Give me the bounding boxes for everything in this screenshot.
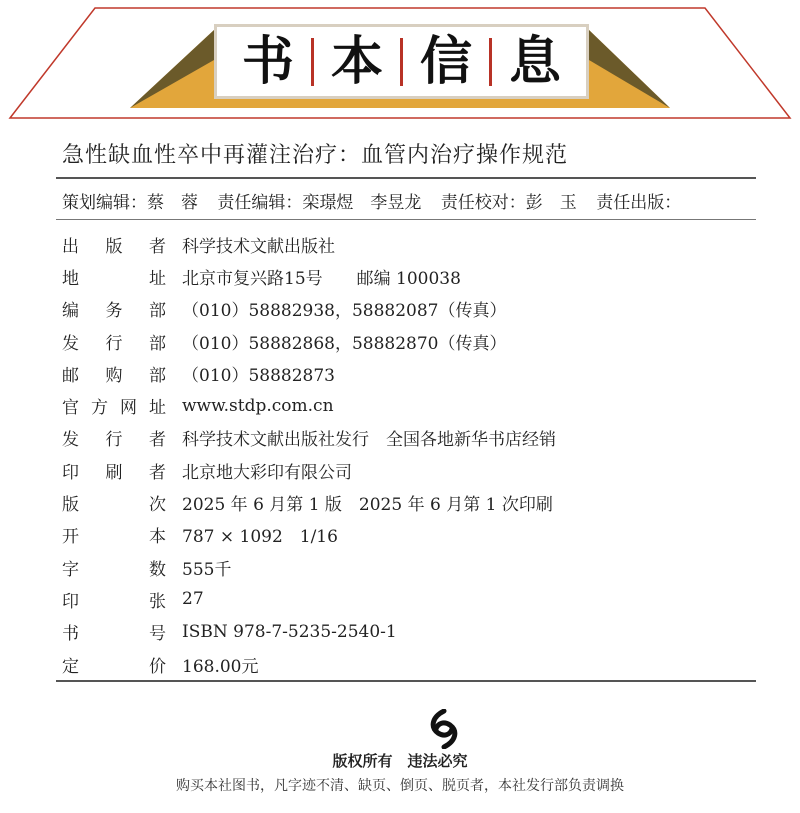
editors-divider [56, 219, 756, 220]
info-label: 版 次 [62, 495, 166, 516]
info-label: 编 务 部 [62, 301, 166, 322]
info-label: 印 刷 者 [62, 462, 166, 483]
info-row [62, 583, 752, 615]
info-row [62, 228, 752, 260]
info-label: 书 号 [62, 624, 166, 645]
info-value: （010）58882868，58882870（传真） [182, 333, 507, 354]
info-value: 北京地大彩印有限公司 [182, 462, 352, 483]
info-value: 2025 年 6 月第 1 版 2025 年 6 月第 1 次印刷 [182, 495, 553, 516]
info-value: （010）58882873 [182, 365, 335, 386]
info-value: www.stdp.com.cn [182, 395, 334, 416]
info-row [62, 260, 752, 292]
publisher-logo-icon [424, 709, 464, 749]
info-row [62, 454, 752, 486]
editors-line [62, 188, 695, 213]
info-value: 科学技术文献出版社 [182, 236, 335, 257]
info-value: （010）58882938，58882087（传真） [182, 301, 507, 322]
info-value: 787 × 1092 1/16 [182, 527, 338, 548]
info-label: 定 价 [62, 656, 166, 677]
publishing-responsible: 责任出版： [596, 193, 682, 213]
info-row [62, 551, 752, 583]
info-row [62, 325, 752, 357]
info-row [62, 293, 752, 325]
header-char-4: 息 [508, 31, 561, 92]
header-char-1: 书 [241, 31, 294, 92]
info-value: 555千 [182, 559, 232, 580]
info-label: 印 张 [62, 591, 166, 612]
info-value: 北京市复兴路15号 邮编 100038 [182, 268, 461, 289]
info-row [62, 357, 752, 389]
info-label: 出 版 者 [62, 236, 166, 257]
info-row [62, 422, 752, 454]
proofreader: 责任校对：彭 玉 [440, 193, 577, 213]
copyright-notice: 版权所有 违法必究 [332, 752, 468, 770]
info-row [62, 486, 752, 518]
info-bottom-divider [56, 680, 756, 682]
info-value: 27 [182, 589, 204, 610]
info-label: 发 行 者 [62, 430, 166, 451]
title-divider [56, 177, 756, 179]
header-char-3: 信 [419, 31, 472, 92]
info-value: 168.00元 [182, 656, 259, 677]
book-title: 急性缺血性卒中再灌注治疗：血管内治疗操作规范 [62, 143, 569, 168]
info-label: 发 行 部 [62, 333, 166, 354]
header-char-2: 本 [330, 31, 383, 92]
info-row [62, 616, 752, 648]
info-label: 官 方 网 址 [62, 398, 166, 419]
header-title-box [214, 24, 589, 99]
info-label: 地 址 [62, 268, 166, 289]
info-value: ISBN 978-7-5235-2540-1 [182, 621, 397, 642]
publication-info-list [62, 228, 752, 680]
info-label: 开 本 [62, 527, 166, 548]
planning-editor: 策划编辑：蔡 蓉 [62, 193, 198, 213]
info-value: 科学技术文献出版社发行 全国各地新华书店经销 [182, 430, 556, 451]
info-row [62, 519, 752, 551]
info-label: 邮 购 部 [62, 365, 166, 386]
exchange-notice: 购买本社图书，凡字迹不清、缺页、倒页、脱页者，本社发行部负责调换 [176, 778, 624, 794]
info-row [62, 648, 752, 680]
info-row [62, 389, 752, 421]
responsible-editor: 责任编辑：栾璟煜 李昱龙 [217, 193, 422, 213]
info-label: 字 数 [62, 559, 166, 580]
